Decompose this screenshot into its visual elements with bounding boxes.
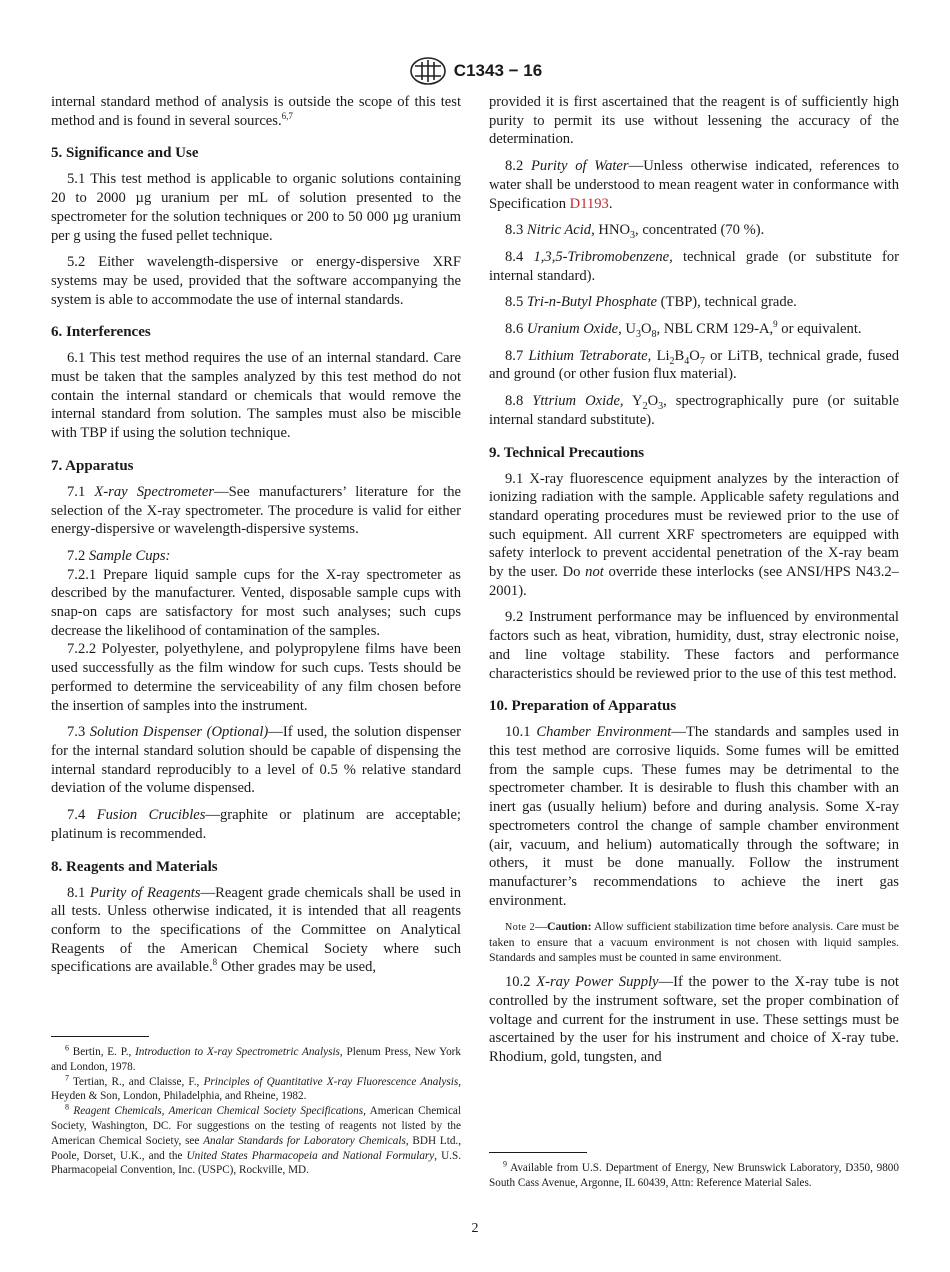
paragraph-10-1: 10.1 Chamber Environment—The standards and samples used in this test method are corrosive liquids. Some fumes will be emitted from the sample cups. These fumes may be detrimental to the spectrometer chamber. It is desirable to flush this chamber with an inert gas (usually helium) before and during analysis. Some X-ray spectrometers control the change of sample chamber environment (air, vacuum, and helium) automatically through the software; in others, it must be done manually. Follow the instrument manufacturer’s recommendations to achieve the inert gas environment. [489, 724, 899, 909]
paragraph-7-2: 7.2 Sample Cups: [67, 547, 171, 564]
paragraph-6-1: 6.1 This test method requires the use of an internal standard. Care must be taken that the samples analyzed by this test method do not contain the internal standard or chemicals that would remove the internal standard from solution. The samples must also be miscible with TBP if using the solution technique. [51, 350, 461, 442]
paragraph-8-1-continued: provided it is first ascertained that the reagent is of sufficiently high purity to permit its use without lessening the accuracy of the determination. [489, 94, 899, 148]
section-7-title: 7. Apparatus [51, 457, 134, 474]
footnote-8: $^8$ Reagent Chemicals, American Chemical Society Specifications, American Chemical Society, Washington, DC. For suggestions on the testing of reagents not listed by the American Chemical Society, see Analar Standards for Laboratory Chemicals, BDH Ltd., Poole, Dorset, U.K., and the United States Pharmacopeia and National Formulary, U.S. Pharmacopeial Convention, Inc. (USPC), Rockville, MD. [51, 1102, 462, 1177]
left-footnotes [51, 1036, 461, 1178]
section-6-title: 6. Interferences [51, 324, 151, 341]
paragraph-8-8: 8.8 Yttrium Oxide, $Y_2O_3$, spectrographically pure (or suitable internal standard substitute). [489, 393, 899, 428]
paragraph-7-2-1: 7.2.1 Prepare liquid sample cups for the X-ray spectrometer as described by the manufacturer. Vented, disposable sample cups with snap-on caps are satisfactory for most such analyses; such cups decrease the likelihood of contamination of the samples. [51, 566, 461, 639]
left-column [51, 93, 461, 977]
section-10-title: 10. Preparation of Apparatus [489, 698, 677, 715]
astm-logo-icon [408, 56, 448, 86]
paragraph-5-1: 5.1 This test method is applicable to organic solutions containing 20 to 2000 µg uranium per mL of solution presented to the spectrometer for the solution techniques or 200 to 50 000 µg uranium per g using the fused pellet technique. [51, 171, 461, 244]
paragraph-8-5: 8.5 Tri-n-Butyl Phosphate (TBP), technical grade. [505, 294, 797, 311]
paragraph-8-1: 8.1 Purity of Reagents—Reagent grade chemicals shall be used in all tests. Unless otherwise indicated, it is intended that all reagents conform to the specifications of the Committee on Analytical Reagents of the American Chemical Society where such specifications are available.$^8$ Other grades may be used, [51, 884, 462, 976]
section-8-title: 8. Reagents and Materials [51, 858, 218, 875]
right-footnotes [489, 1152, 899, 1191]
right-column [489, 93, 899, 1067]
footnote-rule [51, 1036, 149, 1037]
paragraph-9-1: 9.1 X-ray fluorescence equipment analyzes by the interaction of ionizing radiation with the sample. Applicable safety regulations and standard operating procedures must be reviewed prior to the use of such equipment. All current XRF spectrometers are equipped with safety interlock to prevent accidental penetration of the X-ray beam by the user. Do not override these interlocks (see ANSI/HPS N43.2–2001). [489, 470, 899, 599]
footnote-rule [489, 1152, 587, 1153]
footnote-6: $^6$ Bertin, E. P., Introduction to X-ray Spectrometric Analysis, Plenum Press, New York and London, 1978. [51, 1043, 461, 1073]
page-number: 2 [471, 1221, 479, 1236]
document-designation: C1343 − 16 [453, 61, 543, 80]
paragraph-10-2: 10.2 X-ray Power Supply—If the power to the X-ray tube is not controlled by the instrument software, set the proper combination of voltage and current for the instrument in use. These settings must be ascertained by the user for his instrument and choice of X-ray tube. Rhodium, gold, tungsten, and [489, 974, 899, 1066]
paragraph-8-7: 8.7 Lithium Tetraborate, $Li_2B_4O_7$ or LiTB, technical grade, fused and ground (or other fusion flux material). [489, 347, 900, 383]
intro-paragraph: internal standard method of analysis is outside the scope of this test method and is found in several sources.$^{6,7}$ [51, 94, 461, 129]
paragraph-9-2: 9.2 Instrument performance may be influenced by environmental factors such as heat, vibration, humidity, dust, stray electronic noise, and line voltage stability. These factors and performance characteristics should be reviewed prior to the use of this test method. [489, 609, 899, 682]
page-header [0, 56, 950, 86]
paragraph-8-2: 8.2 Purity of Water—Unless otherwise indicated, references to water shall be understood to mean reagent water in conformance with Specification D1193. [489, 158, 899, 212]
section-5-title: 5. Significance and Use [51, 145, 199, 162]
footnote-9: $^9$ Available from U.S. Department of Energy, New Brunswick Laboratory, D350, 9800 South Cass Avenue, Argonne, IL 60439, Attn: Reference Material Sales. [489, 1159, 899, 1189]
paragraph-7-4: 7.4 Fusion Crucibles—graphite or platinum are acceptable; platinum is recommended. [51, 807, 461, 842]
paragraph-7-2-2: 7.2.2 Polyester, polyethylene, and polypropylene films have been used successfully as the film window for such cups. Tests should be performed to determine the serviceability of any film chosen before the insertion of samples into the instrument. [51, 641, 461, 714]
note-2: Note 2—Caution: Allow sufficient stabilization time before analysis. Care must be taken to ensure that a vacuum environment is not chosen with liquid samples. Standards and samples must be counted in same environment. [489, 919, 899, 965]
paragraph-5-2: 5.2 Either wavelength-dispersive or energy-dispersive XRF systems may be used, provided that the software accompanying the system is able to accommodate the use of internal standards. [51, 254, 461, 308]
paragraph-8-3: 8.3 Nitric Acid, $HNO_3$, concentrated (70 %). [505, 222, 765, 242]
paragraph-8-4: 8.4 1,3,5-Tribromobenzene, technical grade (or substitute for internal standard). [489, 248, 899, 284]
footnote-7: $^7$ Tertian, R., and Claisse, F., Principles of Quantitative X-ray Fluorescence Analysis, Heyden & Son, London, Philadelphia, and Rheine, 1982. [51, 1072, 461, 1103]
reference-link-d1193[interactable]: D1193 [569, 195, 609, 212]
paragraph-7-3: 7.3 Solution Dispenser (Optional)—If used, the solution dispenser for the internal standard solution should be capable of dispensing the internal standard reproducibly to a level of 0.5 % relative standard deviation of the volume dispensed. [51, 724, 461, 797]
section-9-title: 9. Technical Precautions [489, 444, 645, 461]
paragraph-7-1: 7.1 X-ray Spectrometer—See manufacturers’ literature for the selection of the X-ray spectrometer. The procedure is valid for either energy-dispersive or wavelength-dispersive systems. [51, 483, 461, 538]
paragraph-8-6: 8.6 Uranium Oxide, $U_3O_8$, NBL CRM 129-A,$^9$ or equivalent. [505, 319, 862, 340]
